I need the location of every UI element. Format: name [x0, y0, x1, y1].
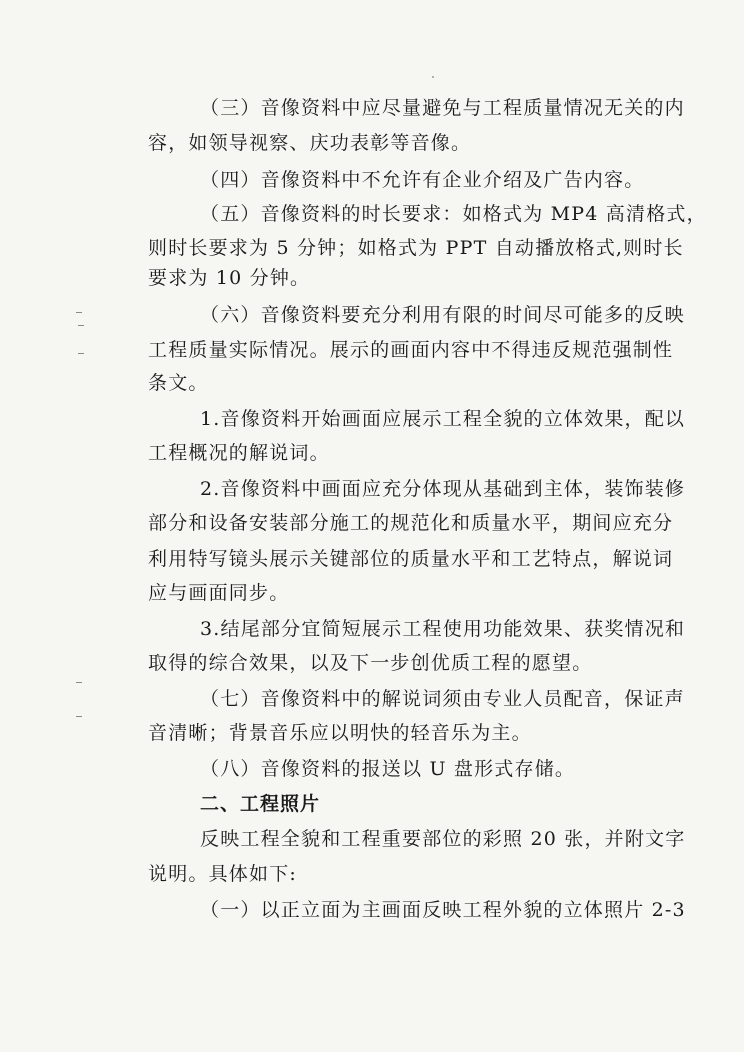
paragraph-line: 容，如领导视察、庆功表彰等音像。: [148, 132, 472, 154]
paragraph-line: 3.结尾部分宜简短展示工程使用功能效果、获奖情况和: [200, 618, 686, 640]
binding-mark: [78, 353, 84, 354]
paragraph-line: 音清晰；背景音乐应以明快的轻音乐为主。: [148, 722, 532, 744]
paragraph-line: 利用特写镜头展示关键部位的质量水平和工艺特点，解说词: [148, 548, 674, 570]
scan-speck: [432, 76, 434, 78]
paragraph-line: 工程质量实际情况。展示的画面内容中不得违反规范强制性: [148, 339, 674, 361]
paragraph-line: 则时长要求为 5 分钟；如格式为 PPT 自动播放格式,则时长: [148, 237, 684, 259]
binding-mark: [76, 716, 82, 717]
paragraph-line: 1.音像资料开始画面应展示工程全貌的立体效果，配以: [200, 408, 686, 430]
binding-mark: [76, 682, 82, 683]
paragraph-line: 取得的综合效果，以及下一步创优质工程的愿望。: [148, 652, 593, 674]
paragraph-line: 条文。: [148, 372, 209, 394]
paragraph-line: （六）音像资料要充分利用有限的时间尽可能多的反映: [200, 304, 685, 326]
paragraph-line: （八）音像资料的报送以 U 盘形式存储。: [200, 758, 576, 780]
paragraph-line: 要求为 10 分钟。: [148, 267, 311, 289]
paragraph-line: 应与画面同步。: [148, 582, 290, 604]
binding-mark: [76, 312, 82, 313]
paragraph-line: （一）以正立面为主画面反映工程外貌的立体照片 2-3: [200, 899, 686, 921]
paragraph-line: 反映工程全貌和工程重要部位的彩照 20 张，并附文字: [200, 828, 686, 850]
paragraph-line: （五）音像资料的时长要求：如格式为 MP4 高清格式，: [200, 203, 707, 225]
paragraph-line: 说明。具体如下:: [148, 863, 298, 885]
paragraph-line: （四）音像资料中不允许有企业介绍及广告内容。: [200, 169, 645, 191]
paragraph-line: 2.音像资料中画面应充分体现从基础到主体，装饰装修: [200, 478, 686, 500]
paragraph-line: （七）音像资料中的解说词须由专业人员配音，保证声: [200, 688, 685, 710]
binding-mark: [78, 325, 84, 326]
section-heading: 二、工程照片: [200, 793, 321, 815]
paragraph-line: （三）音像资料中应尽量避免与工程质量情况无关的内: [200, 97, 685, 119]
paragraph-line: 部分和设备安装部分施工的规范化和质量水平，期间应充分: [148, 512, 674, 534]
paragraph-line: 工程概况的解说词。: [148, 442, 330, 464]
